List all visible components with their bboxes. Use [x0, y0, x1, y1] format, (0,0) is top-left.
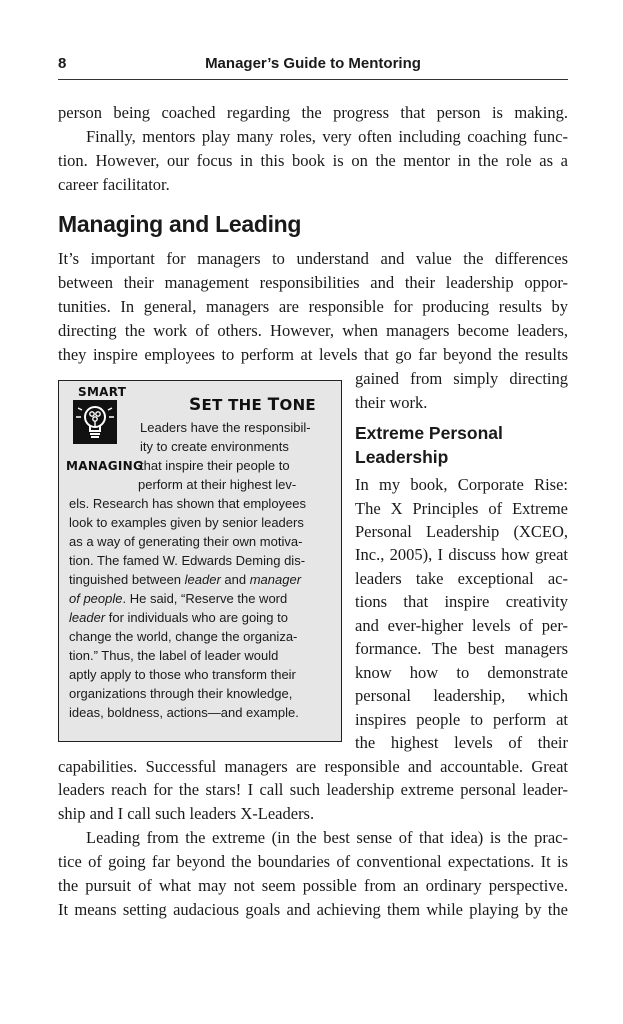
body-line: It means setting audacious goals and achieving them while playing by the — [58, 900, 568, 919]
sidebar-label-smart: SMART — [78, 385, 127, 399]
subheading-line: Extreme Personal — [355, 423, 503, 443]
body-line: Personal Leadership (XCEO, — [355, 522, 568, 541]
body-line: they inspire employees to perform at levels that go far beyond the results — [58, 345, 568, 364]
sidebar-line: ideas, boldness, actions—and example. — [69, 705, 299, 720]
sidebar-line: Leaders have the responsibil- — [140, 420, 311, 435]
body-line: leaders take exceptional ac- — [355, 569, 568, 588]
body-line: career facilitator. — [58, 175, 170, 194]
body-line: Inc., 2005), I discuss how great — [355, 545, 568, 564]
running-title: Manager’s Guide to Mentoring — [205, 55, 421, 72]
sidebar-line: of people. He said, “Reserve the word — [69, 591, 288, 606]
sidebar-line: aptly apply to those who transform their — [69, 667, 296, 682]
body-line: directing the work of others. However, when managers become leaders, — [58, 321, 568, 340]
body-line: It’s important for managers to understand and value the differences — [58, 249, 568, 268]
sidebar-line: els. Research has shown that employees — [69, 496, 307, 511]
sidebar-line: that inspire their people to — [140, 458, 290, 473]
sidebar-line: leader for individuals who are going to — [69, 610, 288, 625]
body-line: In my book, Corporate Rise: — [355, 475, 568, 494]
sidebar-label-managing: MANAGING — [66, 459, 144, 473]
body-line: ship and I call such leaders X-Leaders. — [58, 804, 315, 823]
body-line: The X Principles of Extreme — [355, 499, 568, 518]
smart-managing-sidebar — [58, 380, 342, 742]
body-line: know how to demonstrate — [355, 663, 568, 682]
body-line: inspires people to perform at — [355, 710, 568, 729]
lightbulb-icon — [73, 400, 117, 444]
body-line: Finally, mentors play many roles, very often including coaching func- — [86, 127, 568, 146]
sidebar-line: as a way of generating their own motiva- — [69, 534, 303, 549]
subheading-line: Leadership — [355, 447, 449, 467]
body-line: person being coached regarding the progress that person is making. — [58, 103, 568, 122]
body-line: the pursuit of what may not seem possible from an ordinary perspective. — [58, 876, 568, 895]
sidebar-title: SET THE TONE — [189, 395, 316, 415]
sidebar-line: tion.” Thus, the label of leader would — [69, 648, 279, 663]
body-line: tion. However, our focus in this book is on the mentor in the role as a — [58, 151, 568, 170]
sidebar-line: perform at their highest lev- — [138, 477, 297, 492]
body-line: formance. The best managers — [355, 639, 568, 658]
body-line: their work. — [355, 393, 428, 412]
sidebar-line: tinguished between leader and manager — [69, 572, 302, 587]
sidebar-line: change the world, change the organiza- — [69, 629, 298, 644]
sidebar-line: ity to create environments — [140, 439, 289, 454]
running-head — [58, 53, 568, 80]
sidebar-line: organizations through their knowledge, — [69, 686, 293, 701]
body-line: capabilities. Successful managers are responsible and accountable. Great — [58, 757, 568, 776]
sidebar-line: look to examples given by senior leaders — [69, 515, 304, 530]
body-line: Leading from the extreme (in the best sense of that idea) is the prac- — [86, 828, 568, 847]
body-line: tunities. In general, managers are responsible for producing results by — [58, 297, 568, 316]
body-line: tice of going far beyond the boundaries of conventional expectations. It is — [58, 852, 568, 871]
body-line: gained from simply directing — [355, 369, 568, 388]
body-line: and ever-higher levels of per- — [355, 616, 568, 635]
section-heading: Managing and Leading — [58, 211, 302, 237]
body-line: personal leadership, which — [355, 686, 568, 705]
body-line: leaders reach for the stars! I call such leadership extreme personal leader- — [58, 780, 568, 799]
page-number: 8 — [58, 55, 67, 72]
body-line: between their management responsibilities and their leadership oppor- — [58, 273, 568, 292]
body-line: tions that inspire creativity — [355, 592, 568, 611]
body-line: the highest levels of their — [355, 733, 568, 752]
sidebar-line: tion. The famed W. Edwards Deming dis- — [69, 553, 306, 568]
